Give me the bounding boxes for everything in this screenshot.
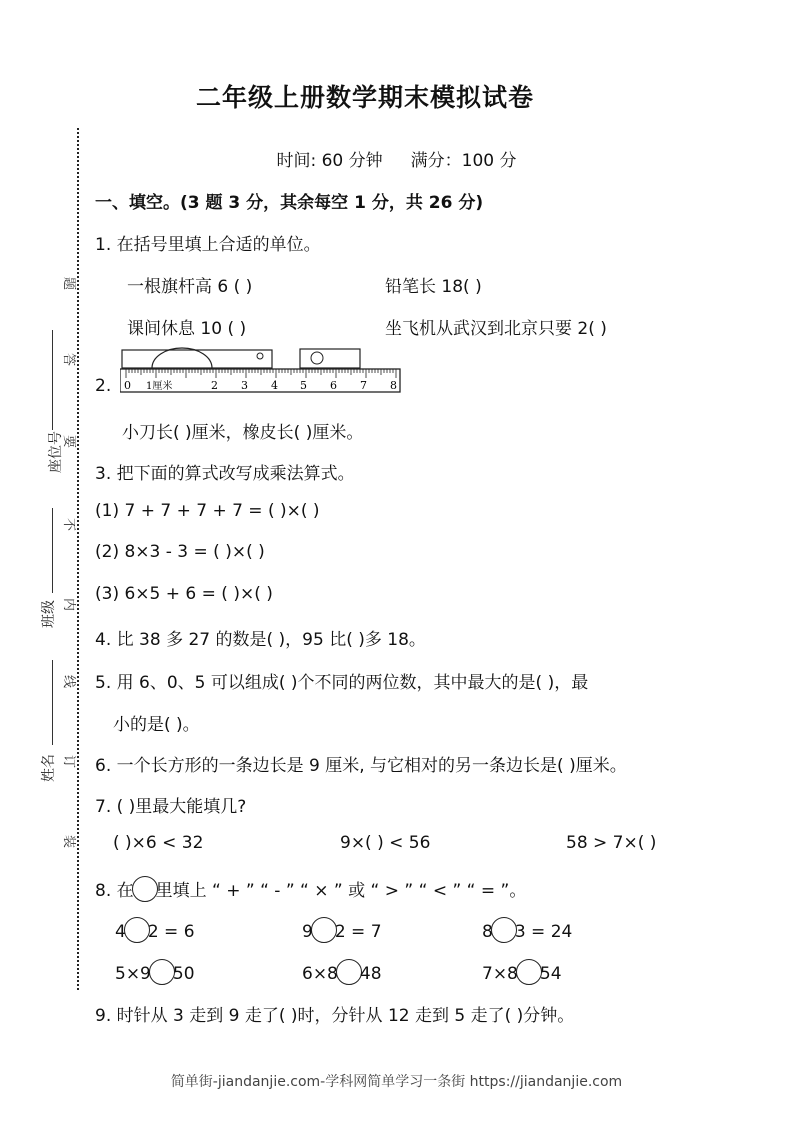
q6-text[interactable]: 6. 一个长方形的一条边长是 9 厘米, 与它相对的另一条边长是( )厘米。 (95, 756, 627, 776)
knife-handle (152, 348, 212, 368)
margin-char-6: 线 (61, 674, 77, 689)
tick-label-3: 3 (241, 379, 248, 392)
q8-item-1[interactable]: 4 2 = 6 (115, 917, 195, 943)
tick-label-6: 6 (330, 379, 337, 392)
eraser-outline (300, 349, 360, 368)
circle-blank[interactable] (336, 959, 362, 985)
margin-char-2: 答 (61, 352, 77, 367)
q3-stem: 3. 把下面的算式改写成乘法算式。 (95, 464, 355, 484)
q1-item-b[interactable]: 铅笔长 18( ) (385, 277, 482, 297)
q8-item-4[interactable]: 5×9 50 (115, 959, 195, 985)
seat-field-line[interactable] (52, 330, 53, 430)
ruler-figure (120, 347, 402, 395)
q3-item-3[interactable]: (3) 6×5 + 6 = ( )×( ) (95, 584, 273, 604)
tick-label-5: 5 (300, 379, 307, 392)
q9-text[interactable]: 9. 时针从 3 走到 9 走了( )时，分针从 12 走到 5 走了( )分钟。 (95, 1006, 575, 1026)
q8-item-3[interactable]: 8 3 = 24 (482, 917, 572, 943)
margin-char-1: 题 (61, 276, 77, 291)
margin-char-4: 不 (61, 517, 77, 532)
tick-label-0: 0 (124, 379, 131, 392)
q8-stem-post: 里填上 “ + ” “ - ” “ × ” 或 “ > ” “ < ” “ = ”。 (155, 881, 527, 901)
class-field-line[interactable] (52, 508, 53, 593)
margin-char-3: 要 (61, 434, 77, 449)
circle-blank[interactable] (124, 917, 150, 943)
circle-blank[interactable] (149, 959, 175, 985)
circle-blank[interactable] (491, 917, 517, 943)
eraser-icon (311, 352, 323, 364)
q8-stem (95, 876, 526, 902)
q1-item-d[interactable]: 坐飞机从武汉到北京只要 2( ) (385, 319, 607, 339)
q8-item-5[interactable]: 6×8 48 (302, 959, 382, 985)
q7-item-b[interactable]: 9×( ) < 56 (340, 833, 431, 853)
footer-watermark: 简单街-jiandanjie.com-学科网简单学习一条街 https://jiandanjie.com (170, 1074, 623, 1090)
class-label: 班级 (41, 600, 57, 628)
tick-label-2: 2 (211, 379, 218, 392)
tick-label-8: 8 (390, 379, 397, 392)
tick-label-4: 4 (271, 379, 278, 392)
ruler-unit-label: 1厘米 (146, 381, 173, 392)
name-label: 姓名 (41, 754, 57, 782)
margin-char-7: 订 (61, 754, 77, 769)
q1-stem: 1. 在括号里填上合适的单位。 (95, 235, 321, 255)
knife-outline (122, 350, 272, 368)
q7-item-a[interactable]: ( )×6 < 32 (113, 833, 204, 853)
circle-blank[interactable] (516, 959, 542, 985)
circle-blank[interactable] (311, 917, 337, 943)
knife-hole (257, 353, 263, 359)
section-heading: 一、填空。(3 题 3 分，其余每空 1 分，共 26 分) (95, 193, 484, 213)
score-info: 满分：100 分 (410, 151, 517, 171)
seat-label: 座位号 (48, 431, 64, 473)
q1-item-a[interactable]: 一根旗杆高 6 ( ) (127, 277, 253, 297)
q1-item-c[interactable]: 课间休息 10 ( ) (127, 319, 247, 339)
q8-stem-pre: 8. 在 (95, 881, 134, 901)
binding-dotted-line (77, 128, 79, 990)
q5-line-1[interactable]: 5. 用 6、0、5 可以组成( )个不同的两位数，其中最大的是( )，最 (95, 673, 589, 693)
q3-item-2[interactable]: (2) 8×3 - 3 = ( )×( ) (95, 542, 265, 562)
exam-meta (0, 146, 793, 171)
q4-text[interactable]: 4. 比 38 多 27 的数是( )，95 比( )多 18。 (95, 630, 426, 650)
q5-line-2[interactable]: 小的是( )。 (113, 715, 200, 735)
name-field-line[interactable] (52, 660, 53, 745)
q8-item-6[interactable]: 7×8 54 (482, 959, 562, 985)
time-info: 时间: 60 分钟 (276, 151, 383, 171)
q8-item-2[interactable]: 9 2 = 7 (302, 917, 382, 943)
q2-text[interactable]: 小刀长( )厘米，橡皮长( )厘米。 (122, 423, 364, 443)
q2-number: 2. (95, 376, 112, 396)
page-title: 二年级上册数学期末模拟试卷 (195, 83, 534, 112)
tick-label-7: 7 (360, 379, 367, 392)
q7-stem: 7. ( )里最大能填几? (95, 797, 247, 817)
q7-item-c[interactable]: 58 > 7×( ) (566, 833, 657, 853)
circle-blank-icon (132, 876, 158, 902)
margin-char-8: 装 (61, 834, 77, 849)
ruler-ticks (126, 369, 396, 378)
q3-item-1[interactable]: (1) 7 + 7 + 7 + 7 = ( )×( ) (95, 501, 320, 521)
margin-char-5: 内 (61, 597, 77, 612)
